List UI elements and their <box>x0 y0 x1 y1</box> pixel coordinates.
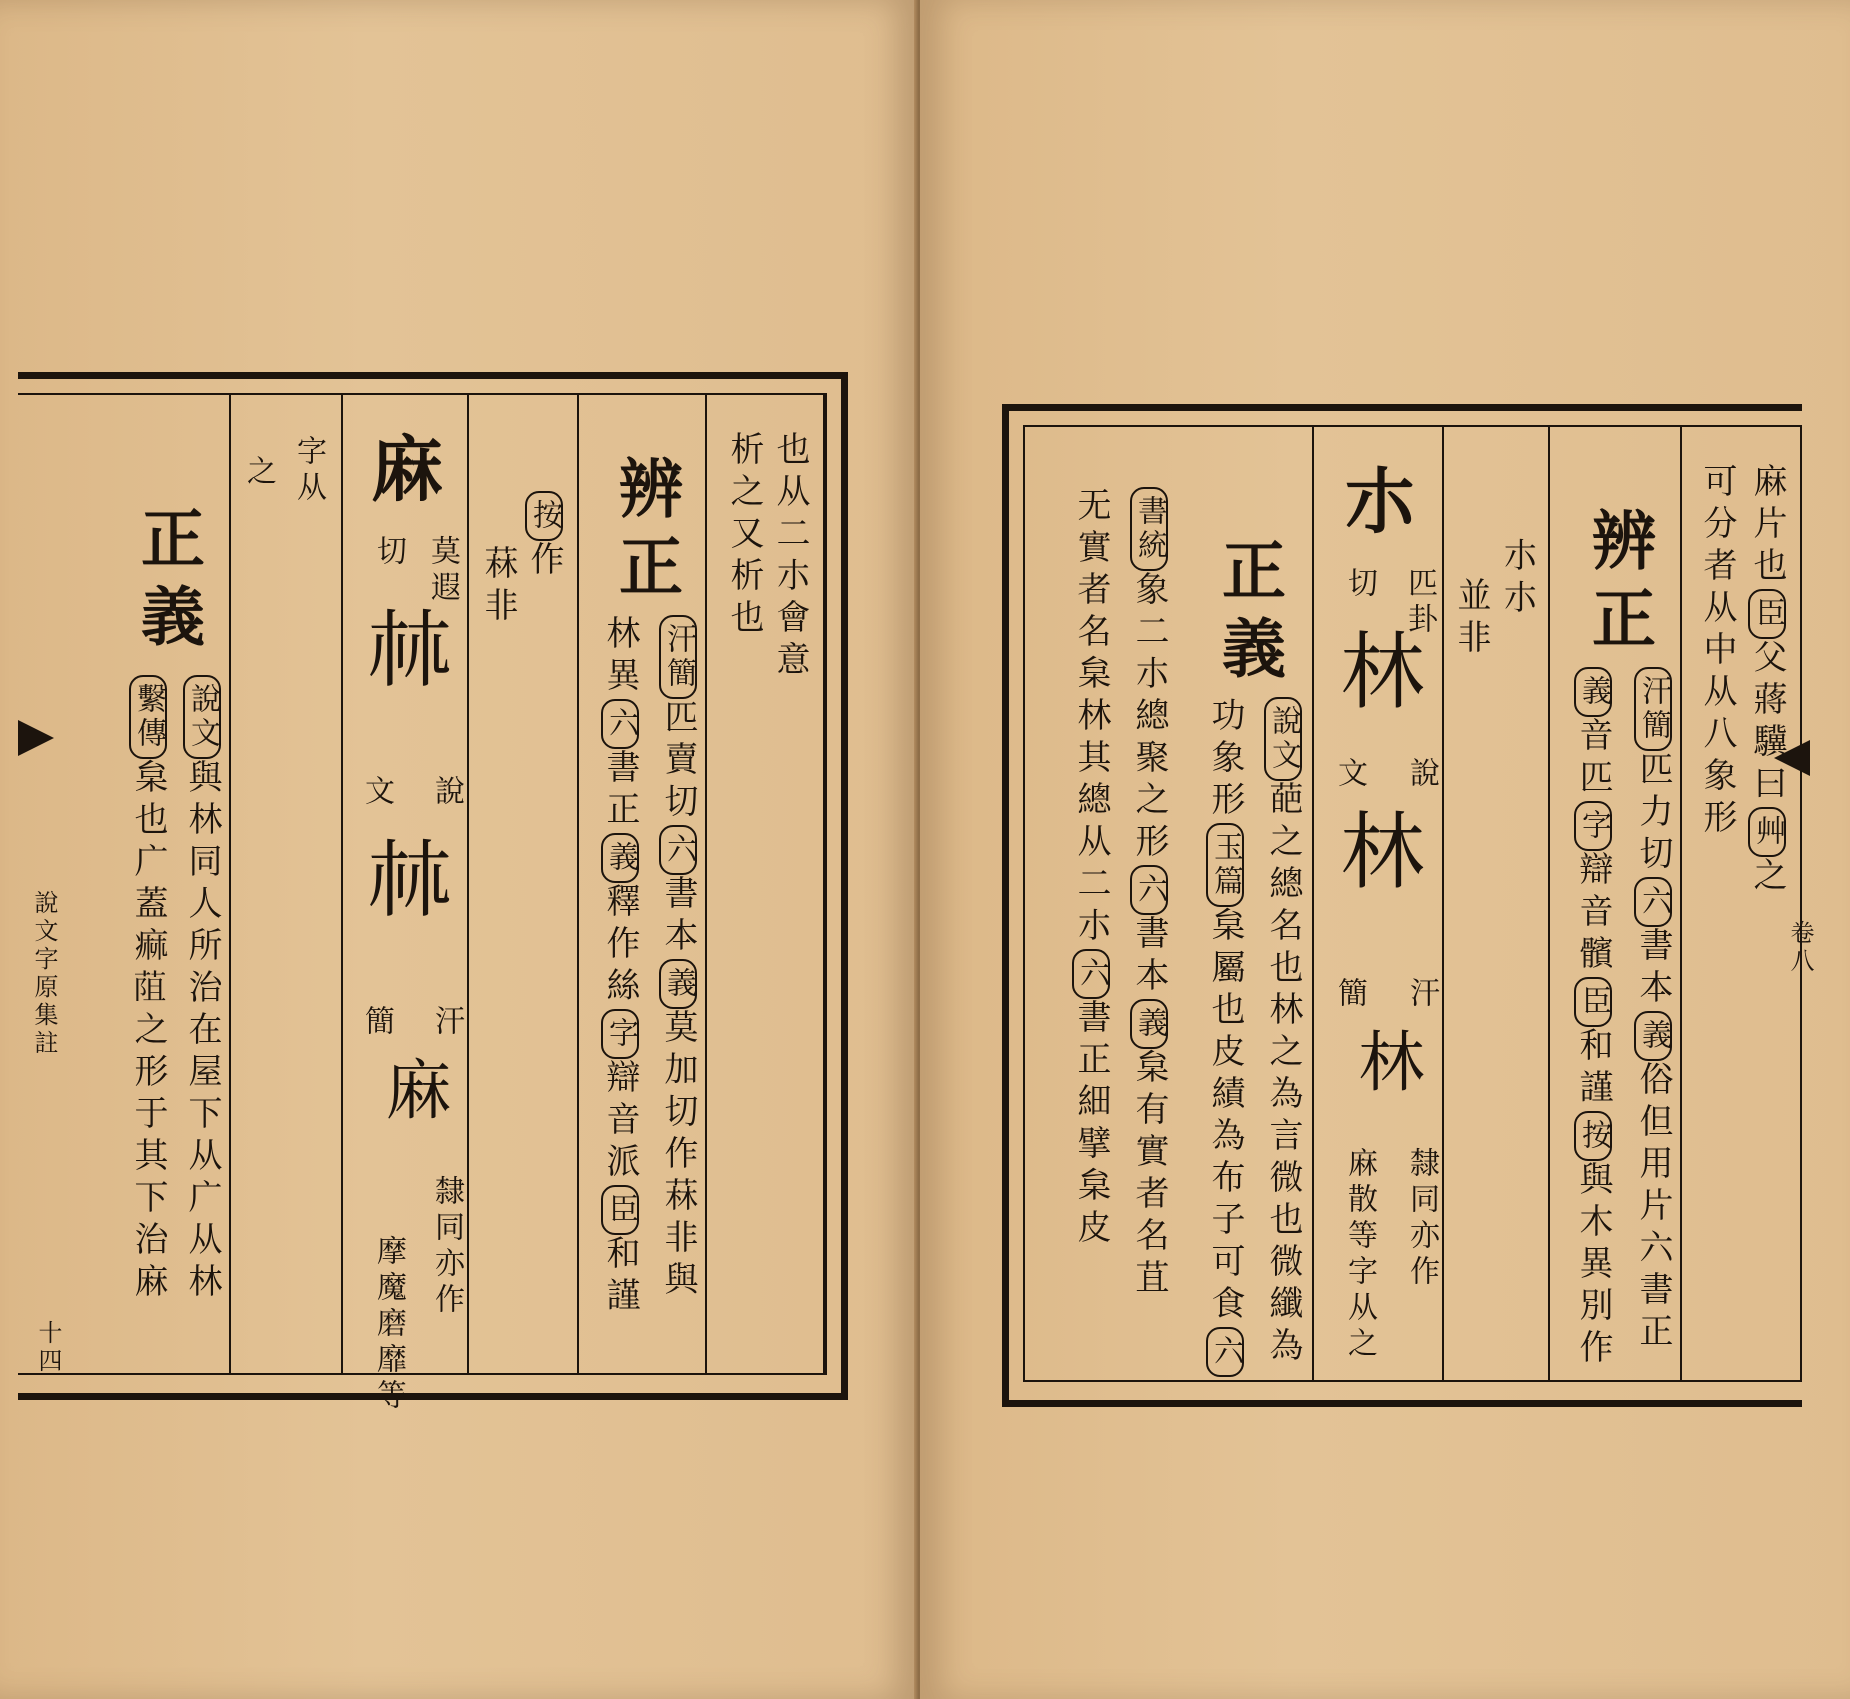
column-text: 可分者从中从八象形 <box>1697 463 1737 841</box>
column-text: 匹力切 <box>1633 751 1673 877</box>
column-text-group <box>1574 667 1612 1371</box>
column-text: 麻片也 <box>1747 463 1787 589</box>
annotation-tag: 義 <box>1130 999 1168 1049</box>
column-text-group <box>601 615 639 1319</box>
column-text: 莫遐 <box>425 535 460 607</box>
heading-bianzheng: 辨正 <box>608 455 683 611</box>
seal-glyph-1: 𣏟 <box>354 605 452 693</box>
column-text: 細擘枲皮 <box>1071 1083 1111 1251</box>
fish-tail-mark <box>18 720 54 756</box>
heading-bianzheng: 辨正 <box>1581 507 1656 663</box>
annotation-tag: 玉篇 <box>1206 823 1244 907</box>
column-text: 功象形 <box>1205 697 1245 823</box>
right-column-4 <box>1314 427 1444 1380</box>
head-character: 麻 <box>359 431 444 517</box>
annotation-tag: 義 <box>1574 667 1612 717</box>
column-text: 釋作絲 <box>600 883 640 1009</box>
column-text: 和謹 <box>1573 1027 1613 1111</box>
annotation-tag: 六 <box>659 825 697 875</box>
annotation-tag: 臣 <box>1574 977 1612 1027</box>
annotation-tag: 臣 <box>601 1185 639 1235</box>
column-text: 文 <box>1332 757 1367 793</box>
column-text-group <box>525 491 563 583</box>
column-text: 書正 <box>600 749 640 833</box>
left-column-3 <box>469 395 579 1373</box>
right-inner-frame <box>1023 425 1802 1382</box>
column-text-group <box>1206 697 1244 1377</box>
column-text-group <box>1634 667 1672 1355</box>
column-text: 象二朩總聚之形 <box>1129 571 1169 865</box>
column-text: 隸同亦作 <box>429 1175 464 1319</box>
column-text: 說 <box>1404 757 1439 793</box>
annotation-tag: 繫傳 <box>129 675 167 759</box>
left-column-5 <box>231 395 343 1373</box>
annotation-tag: 義 <box>1634 1011 1672 1061</box>
column-text: 切 <box>1342 567 1377 603</box>
column-text: 辯音髕 <box>1573 851 1613 977</box>
annotation-tag: 臣 <box>1748 589 1786 639</box>
annotation-tag: 六 <box>1206 1327 1244 1377</box>
annotation-tag: 汗簡 <box>659 615 697 699</box>
column-text: 書本 <box>1129 915 1169 999</box>
column-text: 辯音派 <box>600 1059 640 1185</box>
annotation-tag: 六 <box>601 699 639 749</box>
column-text: 无實者名枲林其總从二 <box>1071 487 1111 907</box>
column-text: 說 <box>429 775 464 811</box>
annotation-tag: 六 <box>1634 877 1672 927</box>
seal-glyph-1: 林 <box>1327 627 1425 715</box>
annotation-tag: 義 <box>659 959 697 1009</box>
left-text-frame <box>18 372 848 1415</box>
column-text: 之 <box>1747 857 1787 899</box>
column-text-group <box>1264 697 1302 1369</box>
left-column-4 <box>343 395 469 1415</box>
annotation-tag: 六 <box>1072 949 1110 999</box>
column-text: 摩魔磨靡等 <box>371 1235 406 1415</box>
column-text-group <box>1072 487 1110 1251</box>
column-text: 汗 <box>429 1005 464 1041</box>
annotation-tag: 字 <box>601 1009 639 1059</box>
page-number: 十四 <box>34 1320 62 1376</box>
column-text: 俗但用片六書正 <box>1633 1061 1673 1355</box>
left-column-1 <box>707 395 825 1373</box>
right-page <box>920 0 1850 1699</box>
annotation-tag: 汗簡 <box>1634 667 1672 751</box>
column-text: 枲屬也皮績為布子可食 <box>1205 907 1245 1327</box>
column-text: 麻散等字从之 <box>1342 1147 1377 1363</box>
annotation-tag: 字 <box>1574 801 1612 851</box>
seal-glyph-2: 林 <box>1327 807 1425 895</box>
column-text: 析之又析也 <box>724 431 764 641</box>
annotation-tag: 義 <box>601 833 639 883</box>
column-text: 切 <box>371 535 406 571</box>
fish-tail-mark <box>1774 740 1810 776</box>
seal-glyph-3: 麻 <box>374 1055 451 1125</box>
seal-glyph-3: 林 <box>1347 1027 1424 1097</box>
column-text-group <box>183 675 221 1305</box>
right-column-3 <box>1444 427 1550 1380</box>
margin-volume-label: 卷八 <box>1786 920 1814 976</box>
column-text: 匹卦 <box>1402 567 1437 639</box>
column-text: 父蔣驥曰 <box>1747 639 1787 807</box>
column-text: 朩 <box>1071 907 1111 949</box>
column-text: 與林同人所治在屋下从广从林 <box>182 759 222 1305</box>
column-text: 也从二朩會意 <box>770 431 810 683</box>
column-text: 並非 <box>1451 577 1491 661</box>
column-text: 和謹 <box>600 1235 640 1319</box>
left-column-2 <box>579 395 707 1373</box>
seal-glyph-2: 𣏟 <box>354 835 452 923</box>
column-text: 枲有實者名苴 <box>1129 1049 1169 1301</box>
column-text: 書本 <box>1633 927 1673 1011</box>
head-character: 朩 <box>1332 463 1417 549</box>
column-text: 枲也广蓋痲𦯓之形于其下治麻 <box>128 759 168 1305</box>
column-text: 字从 <box>291 435 326 507</box>
left-inner-frame <box>18 393 827 1415</box>
left-page <box>0 0 918 1699</box>
annotation-tag: 說文 <box>1264 697 1302 781</box>
right-text-frame <box>1002 404 1802 1407</box>
annotation-tag: 六 <box>1130 865 1168 915</box>
margin-book-title: 說文字原集註 <box>30 890 58 1058</box>
column-text: 林異 <box>600 615 640 699</box>
column-text: 匹賣切 <box>658 699 698 825</box>
column-text: 汗 <box>1404 977 1439 1013</box>
column-text: 之 <box>241 455 276 491</box>
column-text: 與木異別作 <box>1573 1161 1613 1371</box>
right-column-5 <box>1182 427 1314 1380</box>
annotation-tag: 按 <box>525 491 563 541</box>
column-text: 文 <box>359 775 394 811</box>
right-column-2 <box>1550 427 1682 1380</box>
column-text-group <box>129 675 167 1305</box>
column-text: 作 <box>524 541 564 583</box>
column-text-group <box>659 615 697 1303</box>
right-column-1 <box>1682 427 1802 1380</box>
column-text: 朩朩 <box>1497 537 1537 621</box>
column-text: 簡 <box>359 1005 394 1041</box>
column-text: 莫加切作菻非與 <box>658 1009 698 1303</box>
column-text: 書本 <box>658 875 698 959</box>
column-text: 音匹 <box>1573 717 1613 801</box>
column-text: 書正 <box>1071 999 1111 1083</box>
column-text: 隸同亦作 <box>1404 1147 1439 1291</box>
column-text: 菻非 <box>478 545 518 629</box>
annotation-tag: 書統 <box>1130 487 1168 571</box>
right-column-6 <box>1016 427 1182 1380</box>
annotation-tag: 艸 <box>1748 807 1786 857</box>
annotation-tag: 說文 <box>183 675 221 759</box>
column-text: 葩之總名也林之為言微也微纖為 <box>1263 781 1303 1369</box>
heading-zhengyi: 正義 <box>130 505 205 661</box>
heading-zhengyi: 正義 <box>1211 537 1286 693</box>
column-text-group <box>1130 487 1168 1301</box>
column-text: 簡 <box>1332 977 1367 1013</box>
column-text-group <box>1748 463 1786 899</box>
left-column-6 <box>109 395 231 1373</box>
annotation-tag: 按 <box>1574 1111 1612 1161</box>
